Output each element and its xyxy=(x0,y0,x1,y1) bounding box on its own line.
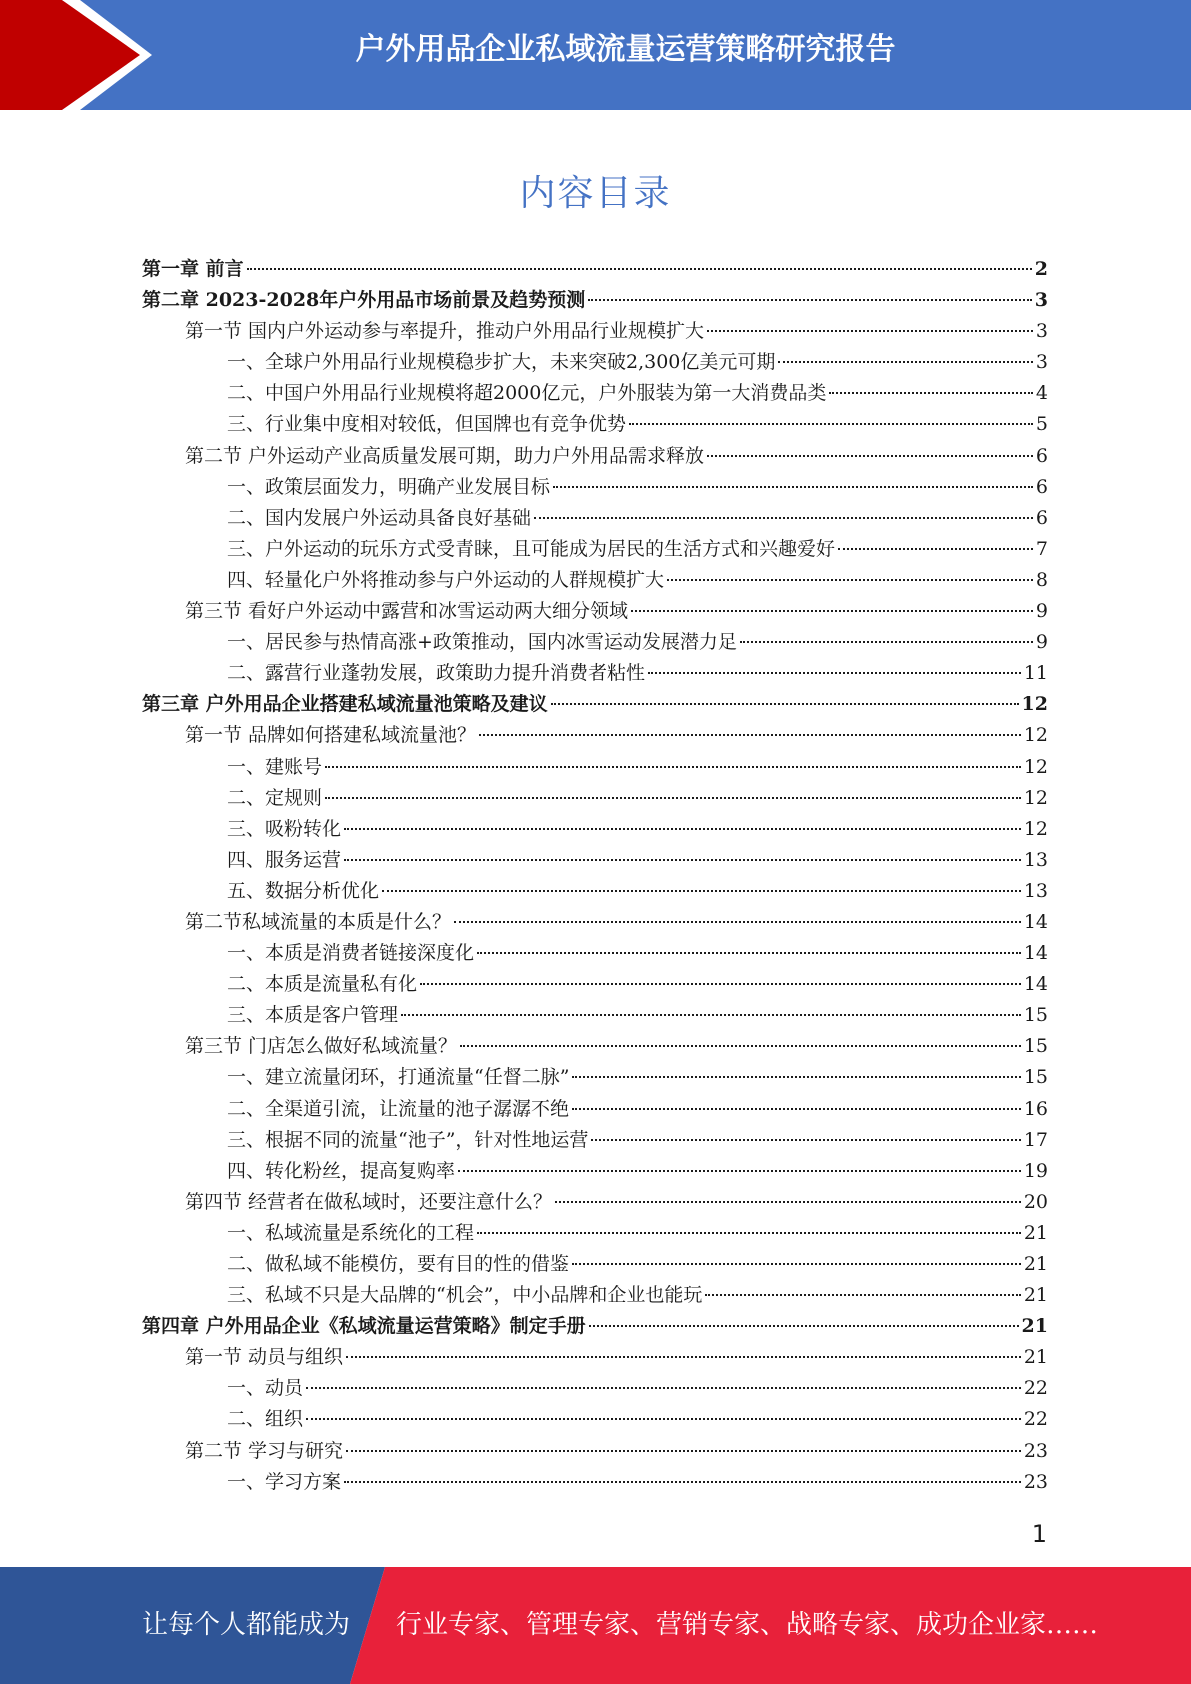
toc-entry[interactable] xyxy=(142,845,1048,876)
toc-entry[interactable] xyxy=(142,938,1048,969)
toc-entry-title: 二、中国户外用品行业规模将超2000亿元，户外服装为第一大消费品类 xyxy=(227,382,827,405)
toc-entry-page: 16 xyxy=(1023,1097,1048,1120)
toc-entry[interactable] xyxy=(142,1280,1048,1311)
toc-entry-title: 四、轻量化户外将推动参与户外运动的人群规模扩大 xyxy=(227,568,665,591)
toc-dot-leader xyxy=(401,1014,1021,1016)
toc-entry[interactable] xyxy=(142,285,1048,316)
toc-entry-title: 一、居民参与热情高涨+政策推动，国内冰雪运动发展潜力足 xyxy=(227,631,737,654)
toc-entry[interactable] xyxy=(142,378,1048,409)
toc-dot-leader xyxy=(572,1076,1020,1078)
toc-entry[interactable] xyxy=(142,347,1048,378)
toc-entry-page: 21 xyxy=(1023,1253,1048,1275)
toc-dot-leader xyxy=(306,1387,1021,1389)
toc-dot-leader xyxy=(740,641,1033,643)
toc-entry[interactable] xyxy=(142,254,1048,285)
toc-entry-title: 第二节 学习与研究 xyxy=(185,1439,344,1462)
toc-entry[interactable] xyxy=(142,876,1048,907)
toc-entry-page: 13 xyxy=(1023,848,1048,871)
toc-entry[interactable] xyxy=(142,783,1048,814)
toc-entry-title: 一、私域流量是系统化的工程 xyxy=(227,1221,475,1244)
toc-entry-title: 第一节 国内户外运动参与率提升，推动户外用品行业规模扩大 xyxy=(185,320,705,343)
toc-entry[interactable] xyxy=(142,503,1048,534)
toc-dot-leader xyxy=(346,1450,1021,1452)
toc-dot-leader xyxy=(325,797,1021,799)
toc-entry-page: 15 xyxy=(1023,1004,1048,1027)
toc-entry-page: 15 xyxy=(1023,1035,1048,1058)
toc-entry[interactable] xyxy=(142,627,1048,658)
toc-entry[interactable] xyxy=(142,1187,1048,1218)
toc-entry-title: 二、组织 xyxy=(227,1408,304,1431)
toc-dot-leader xyxy=(778,361,1033,363)
toc-entry-page: 3 xyxy=(1034,289,1048,312)
toc-entry-title: 五、数据分析优化 xyxy=(227,879,380,902)
toc-entry[interactable] xyxy=(142,1031,1048,1062)
toc-entry[interactable] xyxy=(142,1311,1048,1342)
toc-entry[interactable] xyxy=(142,1373,1048,1404)
toc-dot-leader xyxy=(382,890,1021,892)
toc-dot-leader xyxy=(479,734,1021,736)
toc-entry-page: 6 xyxy=(1035,444,1048,467)
toc-entry-page: 22 xyxy=(1023,1377,1048,1400)
toc-dot-leader xyxy=(707,330,1033,332)
toc-entry[interactable] xyxy=(142,441,1048,472)
toc-entry-page: 9 xyxy=(1035,600,1048,623)
toc-entry-title: 第一节 动员与组织 xyxy=(185,1346,344,1369)
toc-entry-title: 三、本质是客户管理 xyxy=(227,1004,399,1027)
toc-entry[interactable] xyxy=(142,658,1048,689)
toc-dot-leader xyxy=(553,486,1033,488)
toc-entry-title: 一、动员 xyxy=(227,1377,304,1400)
footer-band xyxy=(0,1567,1191,1684)
toc-entry-page: 23 xyxy=(1023,1470,1048,1493)
toc-dot-leader xyxy=(344,1481,1021,1483)
toc-entry-title: 二、定规则 xyxy=(227,786,323,809)
toc-entry-page: 8 xyxy=(1035,568,1048,591)
toc-entry-title: 三、户外运动的玩乐方式受青睐，且可能成为居民的生活方式和兴趣爱好 xyxy=(227,537,836,560)
toc-dot-leader xyxy=(306,1418,1021,1420)
toc-entry-page: 12 xyxy=(1023,724,1048,747)
toc-dot-leader xyxy=(477,952,1021,954)
toc-entry-page: 22 xyxy=(1023,1408,1048,1431)
toc-entry-title: 三、私域不只是大品牌的“机会”，中小品牌和企业也能玩 xyxy=(227,1284,703,1307)
toc-entry[interactable] xyxy=(142,316,1048,347)
toc-entry[interactable] xyxy=(142,1404,1048,1435)
toc-dot-leader xyxy=(667,579,1033,581)
toc-entry-title: 第四章 户外用品企业《私域流量运营策略》制定手册 xyxy=(142,1315,586,1338)
toc-entry[interactable] xyxy=(142,1000,1048,1031)
toc-entry[interactable] xyxy=(142,472,1048,503)
toc-entry-title: 一、全球户外用品行业规模稳步扩大，未来突破2,300亿美元可期 xyxy=(227,351,776,374)
toc-entry-page: 4 xyxy=(1035,382,1048,405)
toc-entry-page: 15 xyxy=(1023,1066,1048,1089)
toc-entry-page: 21 xyxy=(1023,1284,1048,1307)
table-of-contents xyxy=(142,254,1048,1498)
toc-entry-page: 14 xyxy=(1023,973,1048,996)
toc-dot-leader xyxy=(534,517,1033,519)
toc-dot-leader xyxy=(707,455,1033,457)
toc-entry-page: 17 xyxy=(1023,1128,1048,1151)
footer-slogan-left: 让每个人都能成为 xyxy=(142,1610,351,1640)
toc-entry[interactable] xyxy=(142,1156,1048,1187)
toc-entry-title: 第四节 经营者在做私域时，还要注意什么？ xyxy=(185,1190,553,1213)
toc-dot-leader xyxy=(838,548,1033,550)
toc-entry[interactable] xyxy=(142,1094,1048,1125)
toc-entry-title: 一、建立流量闭环，打通流量“任督二脉” xyxy=(227,1066,570,1089)
toc-entry[interactable] xyxy=(142,1342,1048,1373)
toc-entry-title: 第一节 品牌如何搭建私域流量池？ xyxy=(185,724,477,747)
toc-entry[interactable] xyxy=(142,1062,1048,1093)
toc-entry-title: 二、做私域不能模仿，要有目的性的借鉴 xyxy=(227,1253,570,1275)
toc-entry-page: 3 xyxy=(1035,320,1048,343)
toc-dot-leader xyxy=(555,1201,1021,1203)
toc-entry-page: 20 xyxy=(1023,1190,1048,1213)
toc-dot-leader xyxy=(460,1045,1021,1047)
toc-entry-title: 一、政策层面发力，明确产业发展目标 xyxy=(227,475,551,498)
toc-entry-title: 二、全渠道引流，让流量的池子潺潺不绝 xyxy=(227,1097,570,1120)
header-band xyxy=(0,0,1191,110)
toc-entry-page: 6 xyxy=(1035,506,1048,529)
toc-entry[interactable] xyxy=(142,409,1048,440)
toc-dot-leader xyxy=(629,423,1033,425)
toc-entry-page: 7 xyxy=(1035,537,1048,560)
toc-dot-leader xyxy=(346,1356,1021,1358)
toc-entry-title: 第二章 2023-2028年户外用品市场前景及趋势预测 xyxy=(142,289,586,312)
toc-entry[interactable] xyxy=(142,752,1048,783)
toc-dot-leader xyxy=(631,610,1033,612)
toc-entry[interactable] xyxy=(142,534,1048,565)
toc-dot-leader xyxy=(420,983,1021,985)
toc-entry-page: 5 xyxy=(1035,413,1048,436)
toc-entry-page: 21 xyxy=(1021,1315,1048,1338)
toc-entry-page: 21 xyxy=(1023,1346,1048,1369)
toc-entry-title: 第三节 门店怎么做好私域流量？ xyxy=(185,1035,458,1058)
toc-entry-title: 一、学习方案 xyxy=(227,1470,342,1493)
toc-dot-leader xyxy=(588,299,1032,301)
page-number: 1 xyxy=(1031,1520,1047,1548)
toc-dot-leader xyxy=(648,672,1021,674)
toc-entry[interactable] xyxy=(142,720,1048,751)
toc-entry-page: 11 xyxy=(1023,662,1048,685)
toc-entry-page: 2 xyxy=(1034,258,1048,280)
toc-entry-page: 23 xyxy=(1023,1439,1048,1462)
toc-entry-title: 二、本质是流量私有化 xyxy=(227,973,418,996)
toc-entry[interactable] xyxy=(142,565,1048,596)
toc-entry-title: 四、转化粉丝，提高复购率 xyxy=(227,1159,456,1182)
footer-slogan-right: 行业专家、管理专家、营销专家、战略专家、成功企业家…… xyxy=(396,1610,1099,1640)
toc-dot-leader xyxy=(589,1325,1019,1327)
toc-entry[interactable] xyxy=(142,1125,1048,1156)
toc-entry-title: 第一章 前言 xyxy=(142,258,244,280)
toc-entry-page: 14 xyxy=(1023,910,1048,933)
toc-entry-title: 第二节私域流量的本质是什么？ xyxy=(185,910,452,933)
toc-entry-page: 13 xyxy=(1023,879,1048,902)
toc-dot-leader xyxy=(325,766,1021,768)
toc-dot-leader xyxy=(572,1263,1021,1265)
toc-entry-title: 三、行业集中度相对较低，但国牌也有竞争优势 xyxy=(227,413,627,436)
toc-entry-title: 二、露营行业蓬勃发展，政策助力提升消费者粘性 xyxy=(227,662,646,685)
toc-entry[interactable] xyxy=(142,596,1048,627)
toc-dot-leader xyxy=(344,828,1021,830)
toc-entry-page: 12 xyxy=(1023,786,1048,809)
toc-entry-page: 3 xyxy=(1035,351,1048,374)
toc-entry-title: 一、建账号 xyxy=(227,755,323,778)
toc-entry-page: 12 xyxy=(1021,693,1048,716)
toc-entry-title: 第二节 户外运动产业高质量发展可期，助力户外用品需求释放 xyxy=(185,444,705,467)
toc-dot-leader xyxy=(591,1139,1020,1141)
toc-heading: 内容目录 xyxy=(519,173,672,214)
toc-dot-leader xyxy=(458,1170,1021,1172)
toc-entry-page: 9 xyxy=(1035,631,1048,654)
toc-dot-leader xyxy=(454,921,1021,923)
toc-entry[interactable] xyxy=(142,689,1048,720)
toc-entry-page: 21 xyxy=(1023,1221,1048,1244)
report-title: 户外用品企业私域流量运营策略研究报告 xyxy=(355,32,896,67)
toc-entry-title: 第三节 看好户外运动中露营和冰雪运动两大细分领域 xyxy=(185,600,629,623)
toc-dot-leader xyxy=(829,392,1033,394)
toc-dot-leader xyxy=(344,859,1021,861)
toc-entry[interactable] xyxy=(142,1467,1048,1498)
toc-entry-title: 三、根据不同的流量“池子”，针对性地运营 xyxy=(227,1128,589,1151)
toc-entry[interactable] xyxy=(142,1218,1048,1249)
toc-entry-page: 14 xyxy=(1023,942,1048,965)
toc-entry[interactable] xyxy=(142,907,1048,938)
toc-dot-leader xyxy=(572,1108,1021,1110)
toc-dot-leader xyxy=(551,703,1019,705)
toc-entry-page: 12 xyxy=(1023,755,1048,778)
toc-entry-title: 二、国内发展户外运动具备良好基础 xyxy=(227,506,532,529)
toc-entry[interactable] xyxy=(142,1436,1048,1467)
toc-entry-title: 一、本质是消费者链接深度化 xyxy=(227,942,475,965)
toc-entry-page: 6 xyxy=(1035,475,1048,498)
toc-entry-title: 第三章 户外用品企业搭建私域流量池策略及建议 xyxy=(142,693,548,716)
toc-dot-leader xyxy=(247,268,1032,270)
toc-dot-leader xyxy=(477,1232,1021,1234)
toc-entry-page: 12 xyxy=(1023,817,1048,840)
toc-entry-title: 三、吸粉转化 xyxy=(227,817,342,840)
toc-entry-page: 19 xyxy=(1023,1159,1048,1182)
toc-entry[interactable] xyxy=(142,1249,1048,1280)
toc-dot-leader xyxy=(705,1294,1020,1296)
toc-entry-title: 四、服务运营 xyxy=(227,848,342,871)
toc-entry[interactable] xyxy=(142,969,1048,1000)
toc-entry[interactable] xyxy=(142,814,1048,845)
